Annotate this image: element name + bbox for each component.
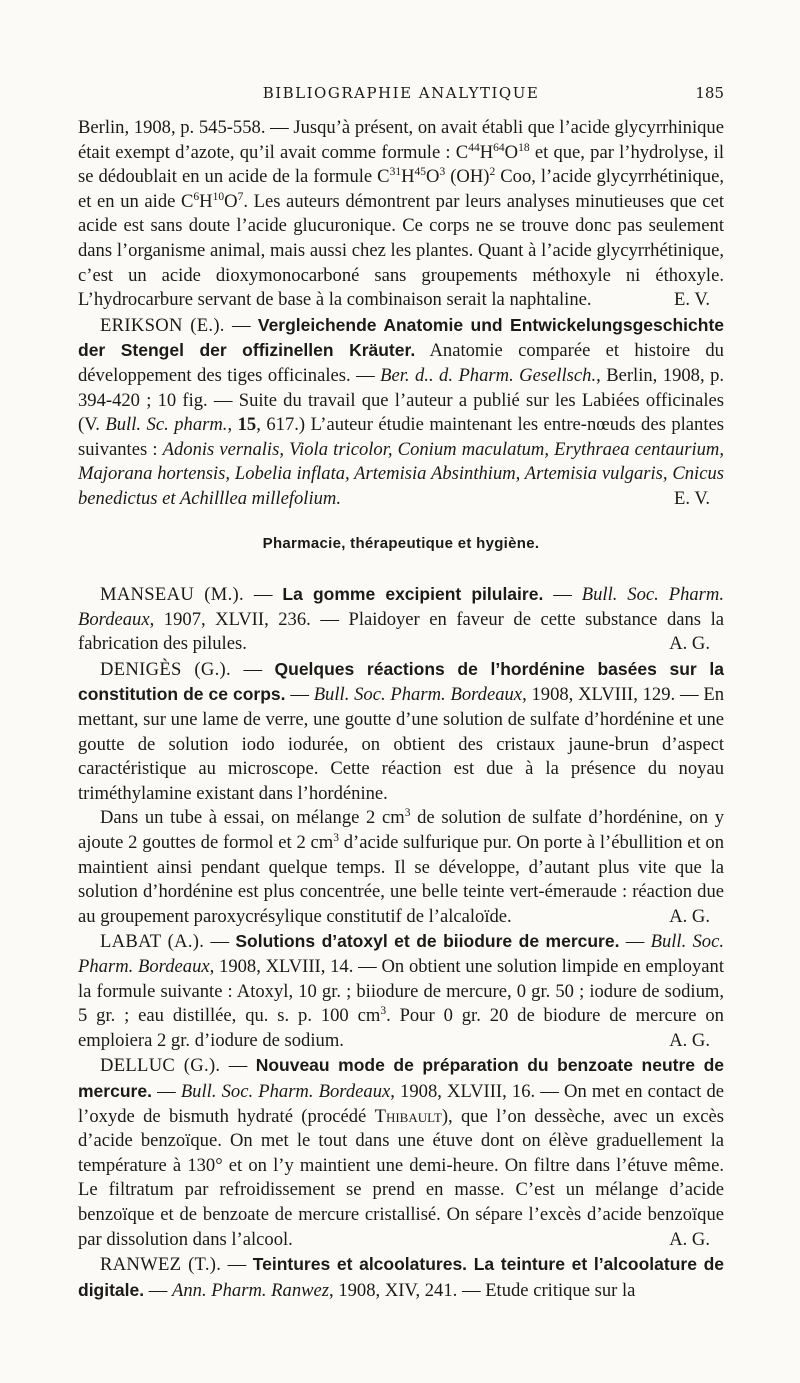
- journal-name: Bull. Soc. Pharm. Bordeaux: [180, 1080, 391, 1102]
- entry-continued: Berlin, 1908, p. 545-558. — Jusqu’à présent, on avait établi que l’acide glycyrrhinique était exempt d’azote, qu’il avait comme formule : $C^{44}H^{64}O^{18}$ et que, par l’hydrolyse, il se dédoublait en un acide de la formule $C^{31}H^{45}O^3$ (OH)$^2$ Coo, l’acide glycyrrhétinique, et en un aide $C^6H^{10}O^7$. Les auteurs démontrent par leurs analyses minutieuses que cet acide est sans doute l’acide glucuronique. Ce corps ne se trouve donc pas seulement dans l’organisme animal, mais aussi chez les plantes. Quant à l’acide glycyrrhétinique, c’est un acide dioxymonocarboné sans groupements méthoxyle ni éthoxyle. L’hydrocarbure servant de base à la combinaison serait la naphtaline.: [78, 117, 725, 311]
- entry-title: Teintures et alcoolatures. La teinture et l’alcoolature de digitale.: [78, 1254, 725, 1300]
- entry-title: La gomme excipient pilulaire.: [282, 584, 544, 605]
- journal-name: Ann. Pharm. Ranwez: [172, 1279, 330, 1301]
- entry-signature: E. V.: [674, 487, 710, 509]
- page-body: [78, 116, 724, 1303]
- journal-name: Bull. Soc. Pharm. Bordeaux: [78, 584, 724, 630]
- entry-signature: A. G.: [669, 633, 710, 655]
- journal-name: Bull. Soc. Pharm. Bordeaux: [78, 931, 724, 977]
- entry-author: ERIKSON (E.).: [100, 314, 225, 336]
- entry-delluc: DELLUC (G.). — Nouveau mode de préparation du benzoate neutre de mercure. — Bull. Soc. Pharm. Bordeaux, 1908, XLVIII, 16. — On met en contact de l’oxyde de bismuth hydraté (procédé Thibault), que l’on dessèche, avec un excès d’acide benzoïque. On met le tout dans une étuve dont on élève graduellement la température à 130° et on l’y maintient une demi-heure. On filtre dans l’étuve même. Le filtratum par refroidissement se prend en masse. C’est un mélange d’acide benzoïque et de benzoate de mercure cristallisé. On sépare l’excès d’acide benzoïque par dissolution dans l’alcool.: [78, 1055, 725, 1250]
- entry-author: RANWEZ (T.).: [100, 1254, 222, 1276]
- entry-author: DELLUC (G.).: [100, 1055, 221, 1077]
- entry-labat: LABAT (A.). — Solutions d’atoxyl et de biiodure de mercure. — Bull. Soc. Pharm. Bordeaux, 1908, XLVIII, 14. — On obtient une solution limpide en employant la formule suivante : Atoxyl, 10 gr. ; biiodure de mercure, 0 gr. 50 ; iodure de sodium, 5 gr. ; eau distillée, qu. s. p. 100 $cm^3$. Pour 0 gr. 20 de biodure de mercure on emploiera 2 gr. d’iodure de sodium.: [78, 931, 724, 1051]
- entry-title: Vergleichende Anatomie und Entwickelungsgeschichte der Stengel der offizinellen Kräuter.: [78, 314, 724, 361]
- entry-title: Quelques réactions de l’hordénine basées sur la constitution de ce corps.: [78, 658, 724, 705]
- entry-manseau: MANSEAU (M.). — La gomme excipient pilulaire. — Bull. Soc. Pharm. Bordeaux, 1907, XLVII, 236. — Plaidoyer en faveur de cette substance dans la fabrication des pilules.: [78, 584, 724, 655]
- entry-signature: E. V.: [674, 289, 710, 311]
- entry-signature: A. G.: [669, 1029, 710, 1051]
- page-number: 185: [695, 84, 724, 102]
- journal-name: Bull. Soc. Pharm. Bordeaux: [313, 684, 523, 706]
- entry-title: Solutions d’atoxyl et de biiodure de mercure.: [235, 931, 620, 952]
- entry-author: LABAT (A.).: [100, 931, 205, 953]
- entry-author: MANSEAU (M.).: [100, 584, 244, 606]
- running-head: [78, 84, 724, 108]
- entry-signature: A. G.: [669, 1228, 710, 1250]
- journal-name: Ber. d.. d. Pharm. Gesellsch.: [380, 364, 597, 386]
- entry-ranwez: RANWEZ (T.). — Teintures et alcoolatures. La teinture et l’alcoolature de digitale. — Ann. Pharm. Ranwez, 1908, XIV, 241. — Etude critique sur la: [78, 1254, 725, 1301]
- entry-erikson: ERIKSON (E.). — Vergleichende Anatomie und Entwickelungsgeschichte der Stengel der offizinellen Kräuter. Anatomie comparée et histoire du développement des tiges officinales. — Ber. d.. d. Pharm. Gesellsch., Berlin, 1908, p. 394-420 ; 10 fig. — Suite du travail que l’auteur a publié sur les Labiées officinales (V. Bull. Sc. pharm., 15, 617.) L’auteur étudie maintenant les entre-nœuds des plantes suivantes : Adonis vernalis, Viola tricolor, Conium maculatum, Erythraea centaurium, Majorana hortensis, Lobelia inflata, Artemisia Absinthium, Artemisia vulgaris, Cnicus benedictus et Achilllea millefolium.: [78, 314, 725, 509]
- entry-author: DENIGÈS (G.).: [100, 658, 231, 680]
- entry-deniges-para-2: Dans un tube à essai, on mélange 2 $cm^3$ de solution de sulfate d’hordénine, on y ajoute 2 gouttes de formol et 2 $cm^3$ d’acide sulfurique pur. On porte à l’ébullition et on maintient ainsi pendant quelque temps. Il se développe, d’autant plus vite que la solution d’hordénine est plus concentrée, une belle teinte vert-émeraude : réaction due au groupement paroxycrésylique constitutif de l’alcaloïde.: [78, 807, 725, 927]
- entry-signature: A. G.: [669, 905, 710, 927]
- section-heading: Pharmacie, thérapeutique et hygiène.: [262, 534, 540, 552]
- entry-deniges: DENIGÈS (G.). — Quelques réactions de l’hordénine basées sur la constitution de ce corps. — Bull. Soc. Pharm. Bordeaux, 1908, XLVIII, 129. — En mettant, sur une lame de verre, une goutte d’une solution de sulfate d’hordénine et une goutte de solution iodo iodurée, on obtient des cristaux jaune-brun d’aspect caractéristique au microscope. Cette réaction est due à la présence du noyau triméthylamine existant dans l’hordénine.: [78, 658, 724, 804]
- running-title: BIBLIOGRAPHIE ANALYTIQUE: [262, 84, 540, 102]
- species-list: Adonis vernalis, Viola tricolor, Conium maculatum, Erythraea centaurium, Majorana hortensis, Lobelia inflata, Artemisia Absinthium, Artemisia vulgaris, Cnicus benedictus et Achilllea millefolium.: [78, 438, 724, 509]
- entry-title: Nouveau mode de préparation du benzoate neutre de mercure.: [78, 1055, 724, 1101]
